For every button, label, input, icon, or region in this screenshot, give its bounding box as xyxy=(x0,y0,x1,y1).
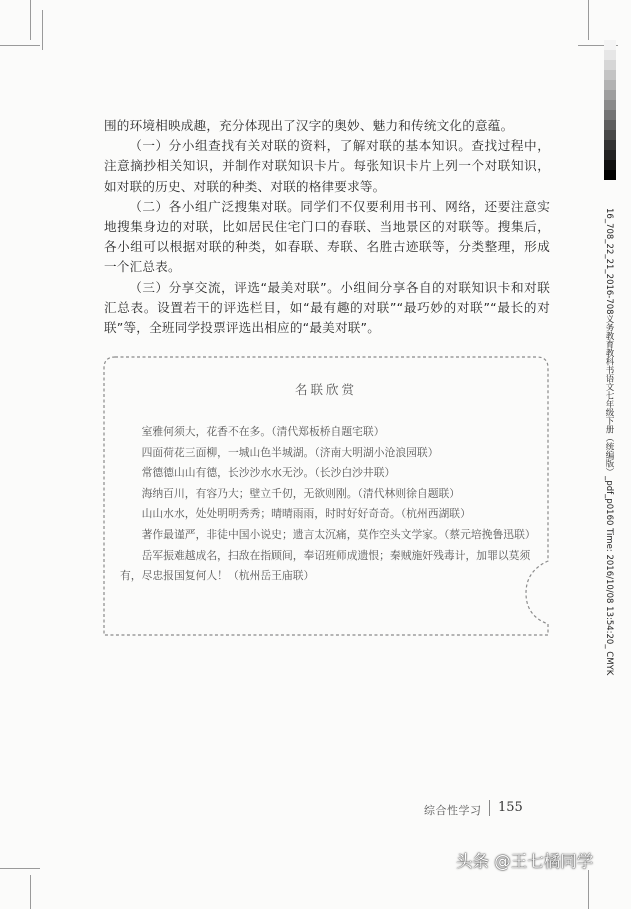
crop-mark-bottom-left-h xyxy=(0,868,40,869)
watermark: 头条 @王七橘同学 xyxy=(456,852,594,871)
couplet-item: 常德德山山有德，长沙沙水水无沙。（长沙白沙井联） xyxy=(141,466,396,480)
section-label: 综合性学习 xyxy=(424,804,482,817)
footer-divider xyxy=(489,800,490,816)
couplet-item: 岳军振难越成名，扫敌在指顾间，奉诏班师成遗恨；秦贼施奸残毒计，加罪以莫须有，尽忠报国复何人！（杭州岳王庙联） xyxy=(120,548,531,583)
body-paragraph: （三）分享交流，评选“最美对联”。小组间分享各自的对联知识卡和对联汇总表。设置若干的评选栏目，如“最有趣的对联”“最巧妙的对联”“最长的对联”等，全班同学投票评选出相应的“最美对联”。 xyxy=(104,279,550,336)
box-title: 名联欣赏 xyxy=(294,382,357,397)
crop-mark-top-left-v xyxy=(30,0,31,40)
couplet-item: 四面荷花三面柳，一城山色半城湖。（济南大明湖小沧浪园联） xyxy=(141,445,439,459)
body-paragraph: （二）各小组广泛搜集对联。同学们不仅要利用书刊、网络，还要注意实地搜集身边的对联，比如居民住宅门口的春联、当地景区的对联等。搜集后，各小组可以根据对联的种类，如春联、寿联、名胜古迹联等，分类整理，形成一个汇总表。 xyxy=(104,198,550,275)
print-slug-code: CMYK xyxy=(604,651,614,676)
famous-couplets-box xyxy=(103,356,549,636)
body-text xyxy=(104,116,550,338)
body-paragraph: 围的环境相映成趣，充分体现出了汉字的奥妙、魅力和传统文化的意蕴。 xyxy=(104,118,514,133)
crop-mark-bottom-left-v xyxy=(30,875,31,909)
print-slug-text xyxy=(602,208,616,818)
couplet-item: 海纳百川，有容乃大；壁立千仞，无欲则刚。（清代林则徐自题联） xyxy=(141,486,461,500)
couplet-item: 山山水水，处处明明秀秀；晴晴雨雨，时时好好奇奇。（杭州西湖联） xyxy=(141,507,471,521)
crop-mark-top-right-v xyxy=(588,0,589,40)
body-paragraph: （一）分小组查找有关对联的资料，了解对联的基本知识。查找过程中，注意摘抄相关知识，并制作对联知识卡片。每张知识卡片上列一个对联知识，如对联的历史、对联的种类、对联的格律要求等。 xyxy=(104,138,550,194)
crop-mark-top-left-h xyxy=(0,45,40,46)
print-slug-info: 16_708_22_21_2016-708义务教育教科书语文七年级下册（统编版）_pdf_p0160 Time: 2016/10/08 13:54:20_ xyxy=(604,208,614,649)
crop-mark-bottom-right-v xyxy=(588,870,589,909)
grayscale-calibration-strip xyxy=(604,40,616,180)
crop-mark-top-left-v2 xyxy=(42,10,43,50)
couplet-item: 著作最谨严，非徒中国小说史；遗言太沉痛，莫作空头文学家。（蔡元培挽鲁迅联） xyxy=(141,527,536,541)
page-number: 155 xyxy=(498,800,523,815)
couplet-item: 室雅何须大，花香不在多。（清代郑板桥自题宅联） xyxy=(141,425,385,438)
couplet-list xyxy=(120,422,536,587)
